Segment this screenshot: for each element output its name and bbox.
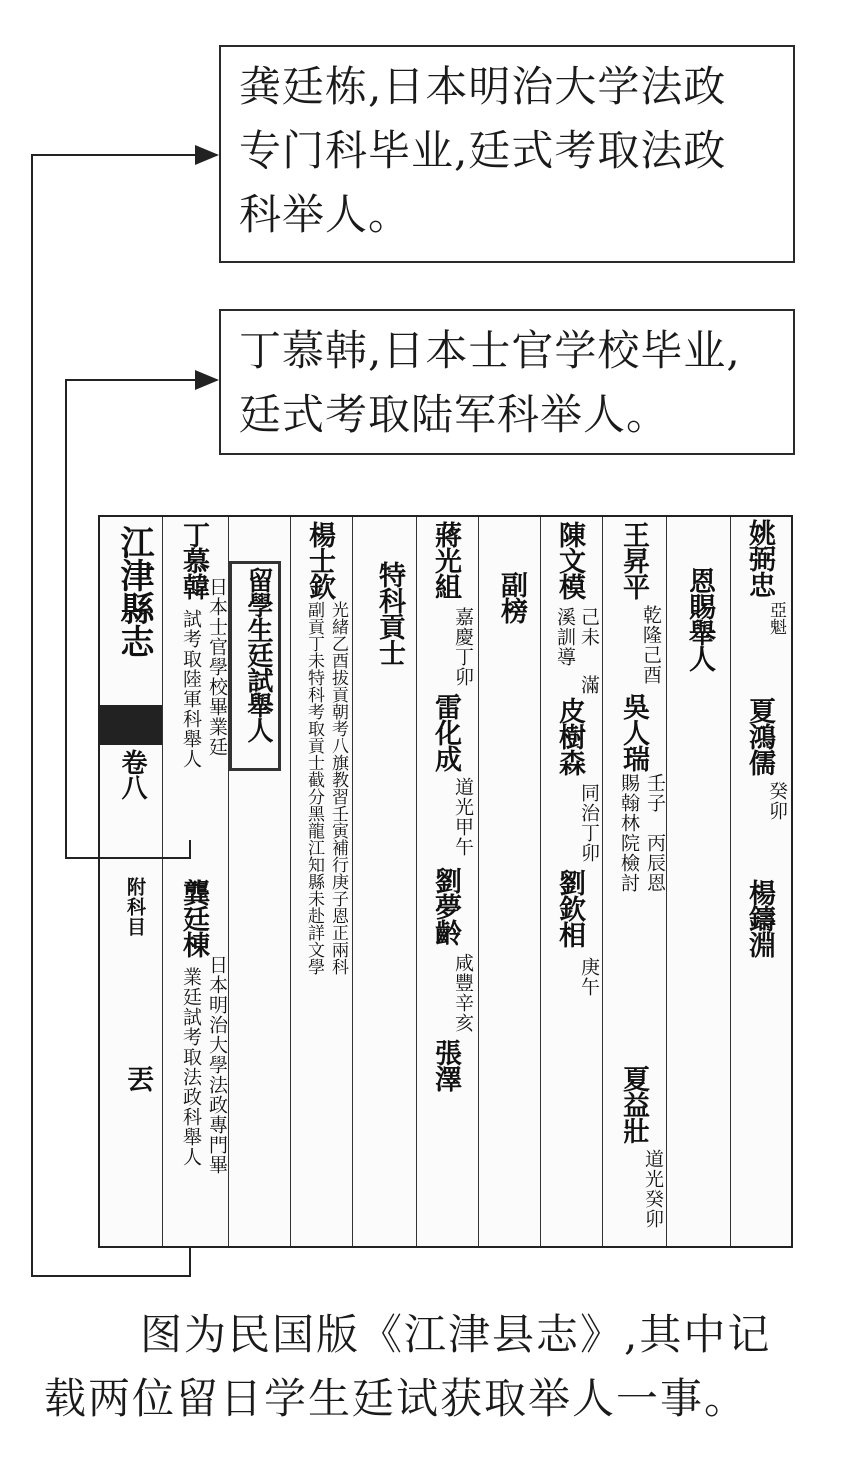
entry-note: 業廷試考取法政科舉人 (180, 967, 202, 1167)
entry-note: 癸卯 (766, 781, 788, 821)
entry-name: 吳人瑞 (618, 693, 649, 771)
entry-note: 咸豐辛亥 (452, 953, 474, 1033)
caption-line: 载两位留日学生廷试获取举人一事。 (44, 1374, 749, 1423)
entry-name: 龔廷棟 (178, 879, 209, 957)
entry-name: 張澤 (430, 1039, 461, 1091)
entry-note: 亞魁 (766, 601, 786, 635)
connector-line-gong (32, 155, 217, 1276)
entry-name: 夏鴻儒 (744, 697, 775, 775)
category-heading: 副榜 (496, 571, 527, 623)
entry-note: 試考取陸軍科舉人 (180, 609, 202, 769)
entry-note: 同治丁卯 (578, 783, 600, 863)
entry-name: 丁慕韓 (178, 521, 209, 599)
category-heading: 特科貢士 (374, 561, 405, 665)
page-number: 丟 (122, 1065, 153, 1091)
entry-note: 道光甲午 (452, 777, 474, 857)
volume-label: 卷八 (117, 749, 147, 799)
entry-note: 光緒乙酉拔貢朝考八旗教習壬寅補行庚子恩正兩科 (328, 601, 348, 975)
entry-name: 皮樹森 (554, 697, 585, 775)
connector-line-ding (66, 380, 217, 858)
callout-line: 龚廷栋,日本明治大学法政 (239, 62, 727, 111)
callout-line: 专门科毕业,廷式考取法政 (239, 126, 727, 175)
appendix-label: 附科目 (124, 877, 146, 937)
entry-note: 庚午 (578, 957, 600, 997)
entry-name: 楊鑄淵 (744, 879, 775, 957)
entry-note: 副貢丁未特科考取貢士截分黑龍江知縣未赴詳文學 (304, 601, 324, 975)
entry-name: 劉欽相 (554, 869, 585, 947)
category-heading: 恩賜舉人 (684, 567, 715, 671)
callout-line: 丁慕韩,日本士官学校毕业, (239, 326, 741, 375)
entry-note: 壬子 (644, 773, 666, 813)
callout-line: 廷式考取陆军科举人。 (239, 390, 670, 439)
entry-note: 道光癸卯 (642, 1149, 664, 1229)
entry-note: 日本士官學校畢業廷 (206, 577, 228, 757)
book-title: 江津縣志 (114, 525, 154, 657)
section-title: 留學生廷試舉人 (243, 567, 273, 742)
entry-note: 乾隆己酉 (640, 605, 662, 685)
caption-line: 图为民国版《江津县志》,其中记 (140, 1310, 772, 1359)
entry-note: 嘉慶丁卯 (452, 607, 474, 687)
entry-name: 王昇平 (618, 521, 649, 599)
entry-name: 姚弼忠 (744, 519, 775, 597)
entry-note: 滿 (578, 675, 600, 695)
entry-note: 丙辰恩 (644, 833, 666, 893)
entry-note: 賜翰林院檢討 (618, 773, 640, 893)
entry-name: 楊士欽 (304, 521, 335, 599)
entry-note: 溪訓導 (554, 607, 576, 667)
entry-name: 雷化成 (430, 693, 461, 771)
entry-name: 蔣光組 (430, 521, 461, 599)
callout-line: 科举人。 (239, 190, 412, 239)
entry-name: 陳文模 (554, 521, 585, 599)
entry-note: 己未 (578, 607, 600, 647)
entry-name: 劉夢齡 (430, 867, 461, 945)
entry-name: 夏益壯 (618, 1065, 649, 1143)
entry-note: 日本明治大學法政專門畢 (206, 955, 228, 1175)
